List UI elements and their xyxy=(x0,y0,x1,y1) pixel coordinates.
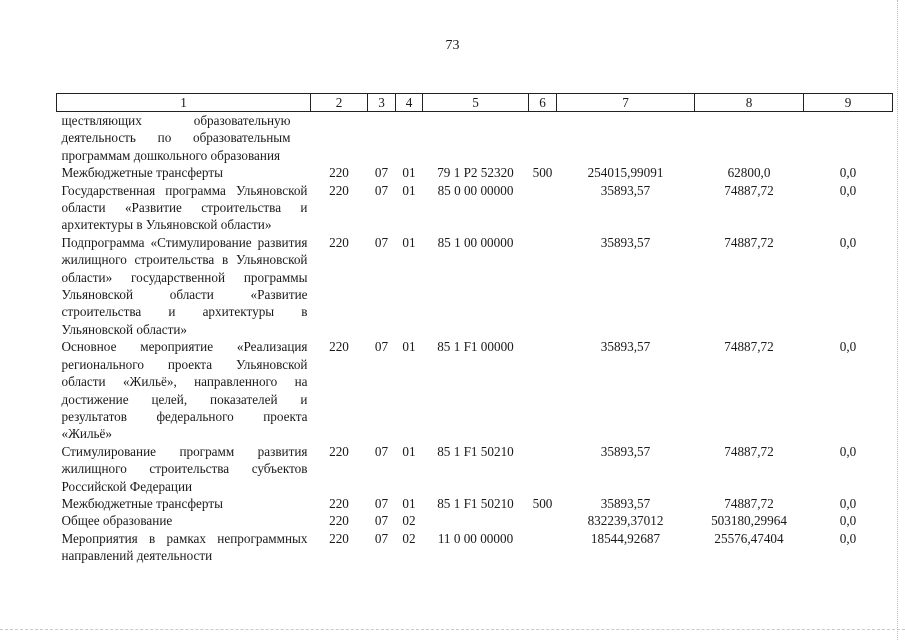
row-name: Общее образование xyxy=(61,513,173,529)
header-col-2: 2 xyxy=(311,94,368,112)
cell-col-9: 0,0 xyxy=(839,339,857,355)
cell-col-6 xyxy=(529,512,557,529)
table-row xyxy=(57,112,893,165)
row-name: Мероприятия в рамках непрограммных направлений деятельности xyxy=(61,530,308,564)
cell-col-6 xyxy=(529,112,557,165)
cell-col-7: 832239,37012 xyxy=(587,513,664,529)
cell-col-8: 74887,72 xyxy=(724,182,774,198)
cell-col-6 xyxy=(529,338,557,442)
cell-col-7: 35893,57 xyxy=(600,182,651,198)
cell-col-7: 35893,57 xyxy=(600,234,651,250)
cell-col-3: 07 xyxy=(374,182,389,198)
cell-col-2: 220 xyxy=(329,234,349,250)
cell-col-5: 11 0 00 00000 xyxy=(437,530,514,546)
header-col-6: 6 xyxy=(529,94,557,112)
table-header-row xyxy=(57,94,893,112)
cell-col-8: 62800,0 xyxy=(727,165,771,181)
table-row xyxy=(57,338,893,442)
header-col-7: 7 xyxy=(557,94,695,112)
cell-col-9: 0,0 xyxy=(839,495,857,511)
row-name: Подпрограмма «Стимулирование развития жилищного строительства в Ульяновской области» государственной программы Ульяновской области «Развитие строительства и архитектуры в Ульяновской области» xyxy=(61,234,308,337)
cell-col-7 xyxy=(557,112,695,165)
cell-col-5 xyxy=(423,512,529,529)
cell-col-9: 0,0 xyxy=(839,530,857,546)
cell-col-4: 01 xyxy=(402,339,416,355)
cell-col-2: 220 xyxy=(329,513,349,529)
cell-col-3: 07 xyxy=(374,513,389,529)
cell-col-2 xyxy=(311,112,368,165)
row-name: ществляющих образовательную деятельность по образовательным программам дошкольного образования xyxy=(61,113,291,163)
cell-col-6 xyxy=(529,443,557,495)
cell-col-4: 02 xyxy=(402,513,416,529)
table-row xyxy=(57,512,893,529)
cell-col-6: 500 xyxy=(532,165,553,181)
cell-col-7: 254015,99091 xyxy=(587,165,664,181)
row-name: Межбюджетные трансферты xyxy=(61,165,223,181)
cell-col-3: 07 xyxy=(374,530,389,546)
cell-col-8: 74887,72 xyxy=(724,339,774,355)
header-col-5: 5 xyxy=(423,94,529,112)
cell-col-3: 07 xyxy=(374,339,389,355)
cell-col-8: 74887,72 xyxy=(724,495,774,511)
cell-col-7: 35893,57 xyxy=(600,443,651,459)
cell-col-3: 07 xyxy=(374,495,389,511)
cell-col-7: 35893,57 xyxy=(600,339,651,355)
table-row xyxy=(57,495,893,512)
cell-col-9: 0,0 xyxy=(839,443,857,459)
table-row xyxy=(57,234,893,338)
cell-col-4: 01 xyxy=(402,443,416,459)
cell-col-9: 0,0 xyxy=(839,182,857,198)
header-col-3: 3 xyxy=(368,94,396,112)
row-name: Межбюджетные трансферты xyxy=(61,495,223,511)
row-name: Основное мероприятие «Реализация регионального проекта Ульяновской области «Жильё», направленного на достижение целей, показателей и результатов федерального проекта «Жильё» xyxy=(61,339,308,442)
cell-col-2: 220 xyxy=(329,530,349,546)
cell-col-6 xyxy=(529,182,557,234)
cell-col-9 xyxy=(804,112,893,165)
cell-col-7: 35893,57 xyxy=(600,495,651,511)
table-row xyxy=(57,530,893,565)
cell-col-4: 01 xyxy=(402,165,416,181)
cell-col-5: 85 1 F1 50210 xyxy=(437,443,514,459)
cell-col-5: 85 0 00 00000 xyxy=(437,182,514,198)
cell-col-8: 25576,47404 xyxy=(714,530,784,546)
cell-col-4: 01 xyxy=(402,495,416,511)
cell-col-2: 220 xyxy=(329,495,349,511)
header-col-4: 4 xyxy=(396,94,423,112)
cell-col-9: 0,0 xyxy=(839,234,857,250)
cell-col-9: 0,0 xyxy=(839,165,857,181)
header-col-1: 1 xyxy=(57,94,311,112)
cell-col-9: 0,0 xyxy=(839,513,857,529)
cell-col-5: 85 1 F1 50210 xyxy=(437,495,514,511)
cell-col-6 xyxy=(529,530,557,565)
cell-col-3 xyxy=(368,112,396,165)
cell-col-3: 07 xyxy=(374,234,389,250)
page-number: 73 xyxy=(445,38,460,53)
table-row xyxy=(57,164,893,181)
cell-col-4: 01 xyxy=(402,182,416,198)
header-col-8: 8 xyxy=(695,94,804,112)
cell-col-2: 220 xyxy=(329,339,349,355)
page-side-line xyxy=(897,0,898,640)
cell-col-8 xyxy=(695,112,804,165)
cell-col-5: 79 1 P2 52320 xyxy=(437,165,514,181)
cell-col-8: 74887,72 xyxy=(724,234,774,250)
cell-col-4: 01 xyxy=(402,234,416,250)
cell-col-3: 07 xyxy=(374,165,389,181)
page-edge-line xyxy=(0,629,905,630)
header-col-9: 9 xyxy=(804,94,893,112)
budget-table xyxy=(56,93,893,565)
cell-col-2: 220 xyxy=(329,165,349,181)
row-name: Государственная программа Ульяновской области «Развитие строительства и архитектуры в Ульяновской области» xyxy=(61,182,308,233)
row-name: Стимулирование программ развития жилищного строительства субъектов Российской Федерации xyxy=(61,443,308,494)
cell-col-4 xyxy=(396,112,423,165)
cell-col-5: 85 1 F1 00000 xyxy=(437,339,514,355)
cell-col-7: 18544,92687 xyxy=(590,530,661,546)
cell-col-3: 07 xyxy=(374,443,389,459)
cell-col-2: 220 xyxy=(329,443,349,459)
cell-col-5: 85 1 00 00000 xyxy=(437,234,514,250)
cell-col-4: 02 xyxy=(402,530,416,546)
table-row xyxy=(57,182,893,234)
cell-col-8: 503180,29964 xyxy=(711,513,787,529)
cell-col-6 xyxy=(529,234,557,338)
cell-col-8: 74887,72 xyxy=(724,443,774,459)
cell-col-2: 220 xyxy=(329,182,349,198)
cell-col-6: 500 xyxy=(532,495,553,511)
table-row xyxy=(57,443,893,495)
cell-col-5 xyxy=(423,112,529,165)
